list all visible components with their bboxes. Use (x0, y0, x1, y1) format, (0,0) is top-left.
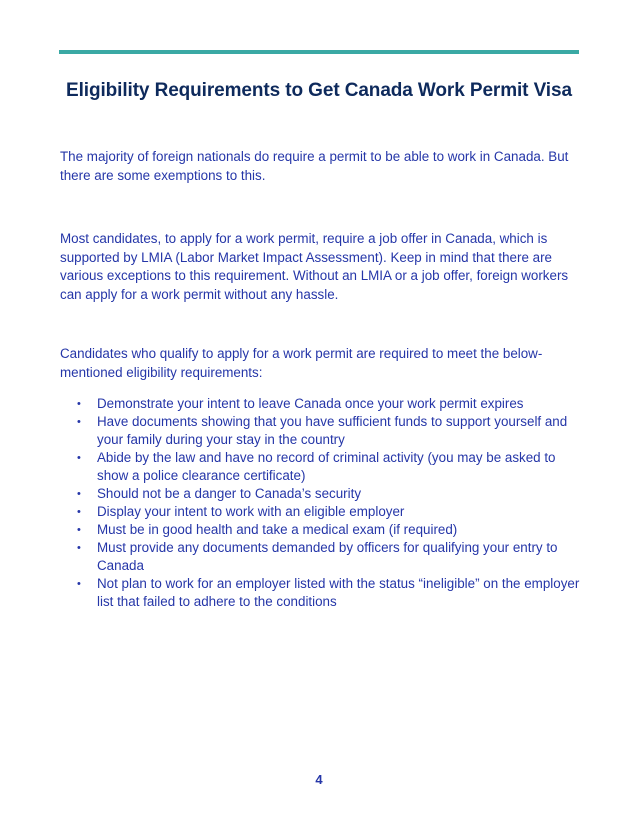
requirements-list (60, 395, 582, 611)
list-item-text: Not plan to work for an employer listed with the status “ineligible” on the employer list that failed to adhere to the conditions (97, 576, 580, 609)
bullet-icon: • (77, 542, 81, 554)
list-item (60, 485, 582, 503)
page-title: Eligibility Requirements to Get Canada Work Permit Visa (66, 80, 572, 101)
bullet-icon: • (77, 524, 81, 536)
list-item (60, 395, 582, 413)
list-item-text: Should not be a danger to Canada’s security (97, 486, 362, 501)
bullet-icon: • (77, 452, 81, 464)
bullet-icon: • (77, 398, 81, 410)
list-item (60, 521, 582, 539)
page-number: 4 (315, 772, 323, 787)
list-item (60, 413, 582, 449)
list-item (60, 503, 582, 521)
list-item-text: Must provide any documents demanded by officers for qualifying your entry to Canada (97, 540, 558, 573)
lmia-paragraph: Most candidates, to apply for a work permit, require a job offer in Canada, which is supported by LMIA (Labor Market Impact Assessment). Keep in mind that there are various exceptions to this requirement. Without an LMIA or a job offer, foreign workers can apply for a work permit without any hassle. (60, 231, 569, 302)
bullet-icon: • (77, 578, 81, 590)
list-item-text: Have documents showing that you have sufficient funds to support yourself and your family during your stay in the country (97, 414, 568, 447)
list-item-text: Must be in good health and take a medical exam (if required) (97, 522, 458, 537)
requirements-intro-paragraph: Candidates who qualify to apply for a work permit are required to meet the below-mentioned eligibility requirements: (60, 346, 543, 380)
list-item (60, 575, 582, 611)
list-item (60, 539, 582, 575)
list-item-text: Demonstrate your intent to leave Canada once your work permit expires (97, 396, 524, 411)
bullet-icon: • (77, 506, 81, 518)
bullet-icon: • (77, 488, 81, 500)
header-divider (59, 50, 579, 54)
list-item (60, 449, 582, 485)
bullet-icon: • (77, 416, 81, 428)
list-item-text: Abide by the law and have no record of criminal activity (you may be asked to show a police clearance certificate) (97, 450, 556, 483)
intro-paragraph: The majority of foreign nationals do require a permit to be able to work in Canada. But there are some exemptions to this. (60, 149, 569, 183)
list-item-text: Display your intent to work with an eligible employer (97, 504, 405, 519)
